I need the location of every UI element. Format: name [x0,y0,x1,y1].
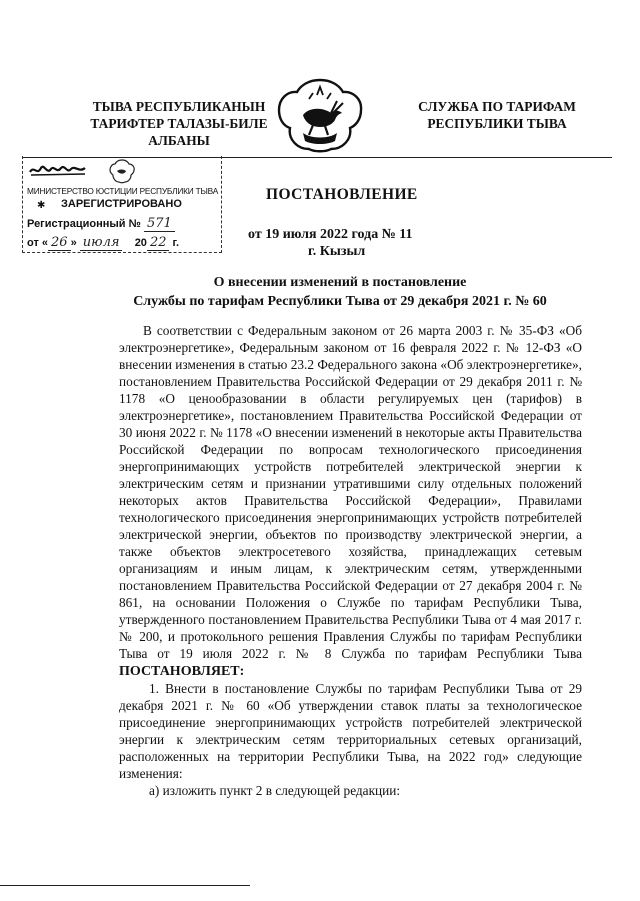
header-left-line: ТЫВА РЕСПУБЛИКАНЫН [92,99,266,114]
registration-stamp [22,156,222,253]
header-left-line: АЛБАНЫ [148,133,210,148]
stamp-date-year-prefix: 20 [134,237,147,249]
stamp-scribble-icon [29,162,87,178]
stamp-emblem-icon [108,158,136,184]
stamp-date-line [27,235,179,250]
document-city: г. Кызыл [308,244,366,259]
stamp-date-prefix: от « [27,237,49,249]
stamp-date-suffix: г. [172,237,180,249]
stamp-mark-icon: ✱ [37,200,46,211]
tuva-emblem-icon [273,77,367,155]
preamble-text: В соответствии с Федеральным законом от 26 марта 2003 г. № 35-ФЗ «Об электроэнергетике», Федеральным законом от 16 февраля 2022 г. № 12-ФЗ «О внесении изменения в статью 23.2 Федерального закона «Об электроэнергетике», постановлением Правительства Российской Федерации от 29 декабря 2011 г. № 1178 «О ценообразовании в области регулируемых цен (тарифов) в электроэнергетике», постановлением Правительства Российской Федерации от 30 июня 2022 г. № 1178 «О внесении изменений в некоторые акты Правительства Российской Федерации по вопросам технологического присоединения энергопринимающих устройств потребителей электрической энергии к электрическим сетям и признании утратившими силу отдельных положений некоторых актов Правительства Российской Федерации», Правилами технологического присоединения энергопринимающих устройств потребителей электрической энергии, объектов по производству электрической энергии, а также объектов электросетевого хозяйства, принадлежащих сетевым организациям и иным лицам, к электрическим сетям, утвержденными постановлением Правительства Российской Федерации от 27 декабря 2004 г. № 861, на основании Положения о Службе по тарифам Республики Тыва, утвержденного постановлением Правительства Республики Тыва от 4 мая 2017 г. № 200, и протокольного решения Правления Службы по тарифам Республики Тыва от 19 июля 2022 г. № 8 Служба по тарифам Республики Тыва [119,323,582,661]
header-right-line: СЛУЖБА ПО ТАРИФАМ [418,99,576,114]
header-right-line: РЕСПУБЛИКИ ТЫВА [427,116,567,131]
header-left-line: ТАРИФТЕР ТАЛАЗЫ-БИЛЕ [90,116,268,131]
item-1-paragraph: 1. Внести в постановление Службы по тарифам Республики Тыва от 29 декабря 2021 г. № 60 «Об утверждении ставок платы за технологическое присоединение энергопринимающих устройств потребителей электрической энергии к электрическим сетям территориальных сетевых организаций, расположенных на территории Республики Тыва, на 2022 год» следующие изменения: [119,681,582,781]
subject-line: Службы по тарифам Республики Тыва от 29 декабря 2021 г. № 60 [133,294,547,309]
resolves-keyword: ПОСТАНОВЛЯЕТ: [119,664,245,679]
header-left-tuvan [84,98,274,149]
header-right-russian [402,98,592,132]
stamp-reg-label: Регистрационный № [27,218,141,230]
footnote-divider [0,885,250,886]
stamp-date-mid: » [70,237,77,249]
document-date-number: от 19 июля 2022 года № 11 [248,227,413,242]
item-1a-paragraph: а) изложить пункт 2 в следующей редакции: [149,783,401,798]
stamp-reg-number: 571 [144,216,175,232]
stamp-date-year: 22 [147,235,170,251]
document-type: ПОСТАНОВЛЕНИЕ [266,186,418,203]
subject-line: О внесении изменений в постановление [213,275,467,290]
stamp-reg-line [27,216,175,231]
stamp-date-month: июля [80,235,123,251]
preamble-paragraph [119,322,582,680]
stamp-date-day: 26 [48,235,71,251]
document-body [119,322,582,799]
stamp-registered: ЗАРЕГИСТРИРОВАНО [61,198,182,210]
stamp-ministry: МИНИСТЕРСТВО ЮСТИЦИИ РЕСПУБЛИКИ ТЫВА [27,186,219,196]
document-subject [70,273,610,311]
